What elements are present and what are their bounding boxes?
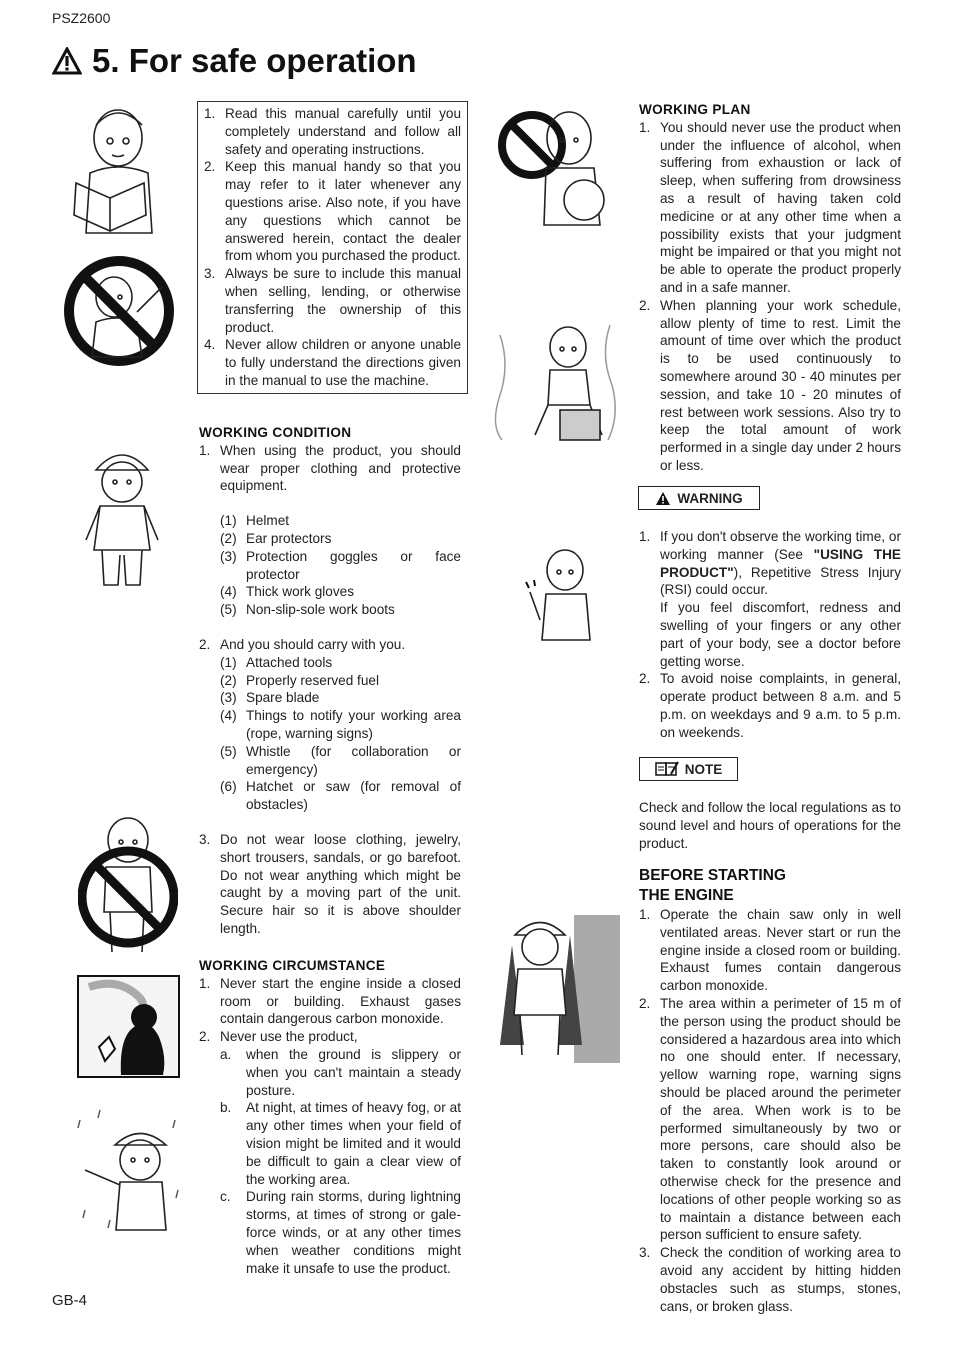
hand-pain-illustration [520,542,595,642]
warning-label-text: WARNING [677,490,743,506]
list-number: (3) [220,690,237,706]
before-starting-heading [639,866,901,906]
list-number: a. [220,1046,232,1062]
warning-text: To avoid noise complaints, in general, operate product between 8 a.m. and 5 p.m. on weekdays and 9 a.m. to 5 p.m. on weekends. [660,671,901,740]
list-item-text: The area within a perimeter of 15 m of the person using the product should be considered a hazardous area into which no one should enter. If necessary, yellow warning rope, warning signs should be placed around the perimeter of the area. When work is to be performed simultaneously by two or more persons, care should also be taken to constantly look around or otherwise check for the presence and locations of other people working so as to maintain a distance between each person sufficient to ensure safety. [660,995,901,1243]
list-item [204,265,461,336]
list-number: (4) [220,708,237,724]
no-loose-clothing-illustration [78,812,178,962]
list-number: (3) [220,548,237,564]
list-item [220,778,461,814]
rainstorm-illustration [70,1100,185,1240]
exhaust-gas-illustration [77,975,180,1078]
list-item-text: Things to notify your working area (rope, warning signs) [246,708,461,741]
working-circumstance-section [199,957,461,1277]
equipment-list [220,512,461,619]
list-item-text: Ear protectors [246,530,332,546]
list-item [639,1244,901,1315]
no-children-illustration [62,252,177,370]
list-item [204,105,461,158]
list-number: c. [220,1189,231,1205]
list-item-text: Always be sure to include this manual when selling, lending, or otherwise transferring the ownership of this product. [225,266,461,335]
before-starting-list [639,906,901,1315]
list-item: 3. Do not wear loose clothing, jewelry, short trousers, sandals, or go barefoot. Do not wear anything which might be caught by a moving part of the unit. Secure hair so it is above shoulder length. [199,831,461,936]
list-number: 2. [204,159,216,175]
list-item [220,689,461,707]
list-item-text: Protection goggles or face protector [246,548,461,582]
warning-text: ), Repetitive Stress Injury (RSI) could occur. [660,564,901,598]
list-item-text: When planning your work schedule, allow plenty of time to rest. Limit the amount of time over which the product is to be used continuously to somewhere around 30 - 40 minutes per session, and take 10 - 20 minutes of rest between work sessions. Also try to keep the total amount of work performed in a single day under 2 hours or less. [660,297,901,473]
note-text: Check and follow the local regulations as to sound level and hours of operations for the product. [639,800,901,851]
list-number: 1. [639,119,651,135]
list-number: 1. [204,106,216,121]
note-label [639,757,738,781]
list-item-text: And you should carry with you. [220,636,406,652]
intro-box [197,101,468,394]
list-item-text: Helmet [246,513,290,529]
list-item-text: Non-slip-sole work boots [246,602,395,618]
list-number: (2) [220,530,237,546]
using-the-product-reference: "USING THE PRODUCT" [660,546,901,580]
list-item: 1. When using the product, you should wear proper clothing and protective equipment. [199,442,461,494]
list-item: 1. Never start the engine inside a closed room or building. Exhaust gases contain dangerous carbon monoxide. [199,975,461,1027]
note-book-icon [655,761,679,777]
working-plan-list [639,119,901,475]
list-number: 3. [204,266,216,282]
note-label-text: NOTE [684,761,723,777]
list-item-text: Hatchet or saw (for removal of obstacles) [246,779,461,813]
list-number: (1) [220,654,237,670]
list-number: (5) [220,602,237,618]
working-condition-heading: WORKING CONDITION [199,425,352,440]
before-starting-section [639,866,901,1315]
model-number: PSZ2600 [52,10,111,26]
list-item-text: Read this manual carefully until you completely understand and follow all safety and operating instructions. [225,106,461,157]
list-item-text: Thick work gloves [246,584,355,600]
list-item-text: Whistle (for collaboration or emergency) [246,743,461,777]
list-item-text: During rain storms, during lightning storms, at times of strong or gale-force winds, or at any other times when weather conditions might make it unsafe to use the product. [246,1189,461,1276]
list-item [204,158,461,265]
list-item-text: Never allow children or anyone unable to fully understand the directions given in the manual to use the machine. [225,337,461,388]
list-item-text: Spare blade [246,690,320,706]
working-plan-section [639,101,901,475]
list-number: (4) [220,584,237,600]
list-item-text: Attached tools [246,654,333,670]
list-item [639,119,901,297]
list-number: 4. [204,337,216,353]
list-item-text: Never use the product, [220,1029,358,1045]
list-number: b. [220,1100,232,1116]
working-condition-section [199,424,461,938]
list-number: 2. [639,297,651,313]
list-number: 2. [639,995,651,1011]
warning-triangle-icon [52,47,82,75]
list-item [220,707,461,743]
intro-list [204,105,461,390]
list-item-text: when the ground is slippery or when you can't maintain a steady posture. [246,1046,461,1098]
list-item [220,512,461,530]
list-item-text: When using the product, you should wear proper clothing and protective equipment. [220,442,461,494]
warning-triangle-icon [655,491,671,506]
list-item-text: You should never use the product when under the influence of alcohol, when suffering from exhaustion or lack of sleep, when suffering from drowsiness as a result of having taken cold medicine or at any other time when a possibility exists that your judgment might be impaired or that you might not be able to operate the product properly and in a safe manner. [660,119,901,295]
list-item-text: Keep this manual handy so that you may refer to it later whenever any questions arise. Also note, if you have any questions which cannot be answered herein, contact the dealer from whom you purchased the product. [225,159,461,264]
working-circumstance-heading: WORKING CIRCUMSTANCE [199,958,386,973]
page-title-text: 5. For safe operation [92,42,417,79]
heading-line: BEFORE STARTING [639,867,786,884]
list-item [220,530,461,548]
safety-cones-illustration [490,905,620,1065]
heading-line: THE ENGINE [639,887,734,904]
list-item [220,548,461,584]
list-number: 3. [639,1245,651,1261]
list-item [639,906,901,995]
circumstance-sublist [220,1046,461,1277]
page-title [52,42,417,80]
list-item [220,583,461,601]
list-number: (6) [220,779,237,795]
list-item-text: Check the condition of working area to avoid any accident by hitting hidden obstacles such as stumps, stones, cans, or broken glass. [660,1245,901,1314]
list-item-text: Never start the engine inside a closed room or building. Exhaust gases contain dangerous carbon monoxide. [220,975,461,1027]
person-reading-manual-illustration [70,103,160,243]
list-item-text: Operate the chain saw only in well ventilated areas. Never start or run the engine inside a closed room or building. Exhaust fumes contain dangerous carbon monoxide. [660,907,901,994]
list-item: 2. To avoid noise complaints, in general, operate product between 8 a.m. and 5 p.m. on weekdays and 9 a.m. to 5 p.m. on weekends. [639,671,901,740]
list-number: (5) [220,743,237,759]
working-plan-heading: WORKING PLAN [639,102,751,117]
list-item [639,995,901,1244]
warning-section [639,528,901,742]
list-item-text: Do not wear loose clothing, jewelry, short trousers, sandals, or go barefoot. Do not wear anything which might be caught by a moving part of the unit. Secure hair so it is above shoulder length. [220,831,461,936]
list-item: 1. If you don't observe the working time, or working manner (See "USING THE PRODUCT"), Repetitive Stress Injury (RSI) could occur. If you feel discomfort, redness and swelling of your fingers or any other part of your body, see a doctor before getting worse. [639,529,901,669]
carry-list [220,654,461,814]
list-item-text: Properly reserved fuel [246,672,379,688]
list-number: (1) [220,513,237,529]
list-item [220,1099,461,1188]
list-item [204,336,461,389]
warning-text: If you feel discomfort, redness and swelling of your fingers or any other part of your body, see a doctor before getting worse. [660,600,901,669]
list-item [639,297,901,475]
page-number: GB-4 [52,1292,88,1309]
list-item [220,601,461,619]
list-item [220,654,461,672]
list-item: 2. And you should carry with you. [199,636,406,652]
list-item [220,743,461,779]
person-with-helmet-illustration [82,440,162,595]
list-item [220,1188,461,1277]
list-item: 2. Never use the product, [199,1029,358,1045]
warning-label [638,486,760,510]
list-number: 1. [639,907,651,922]
no-alcohol-illustration [494,100,624,230]
person-resting-illustration [490,315,620,445]
list-item [220,1046,461,1099]
list-number: (2) [220,672,237,688]
list-item-text: At night, at times of heavy fog, or at any other times when your field of vision might be limited and it would be difficult to gain a clear view of the working area. [246,1100,461,1187]
warning-text: If you don't observe the working time, or working manner (See [660,529,901,562]
list-item [220,672,461,690]
